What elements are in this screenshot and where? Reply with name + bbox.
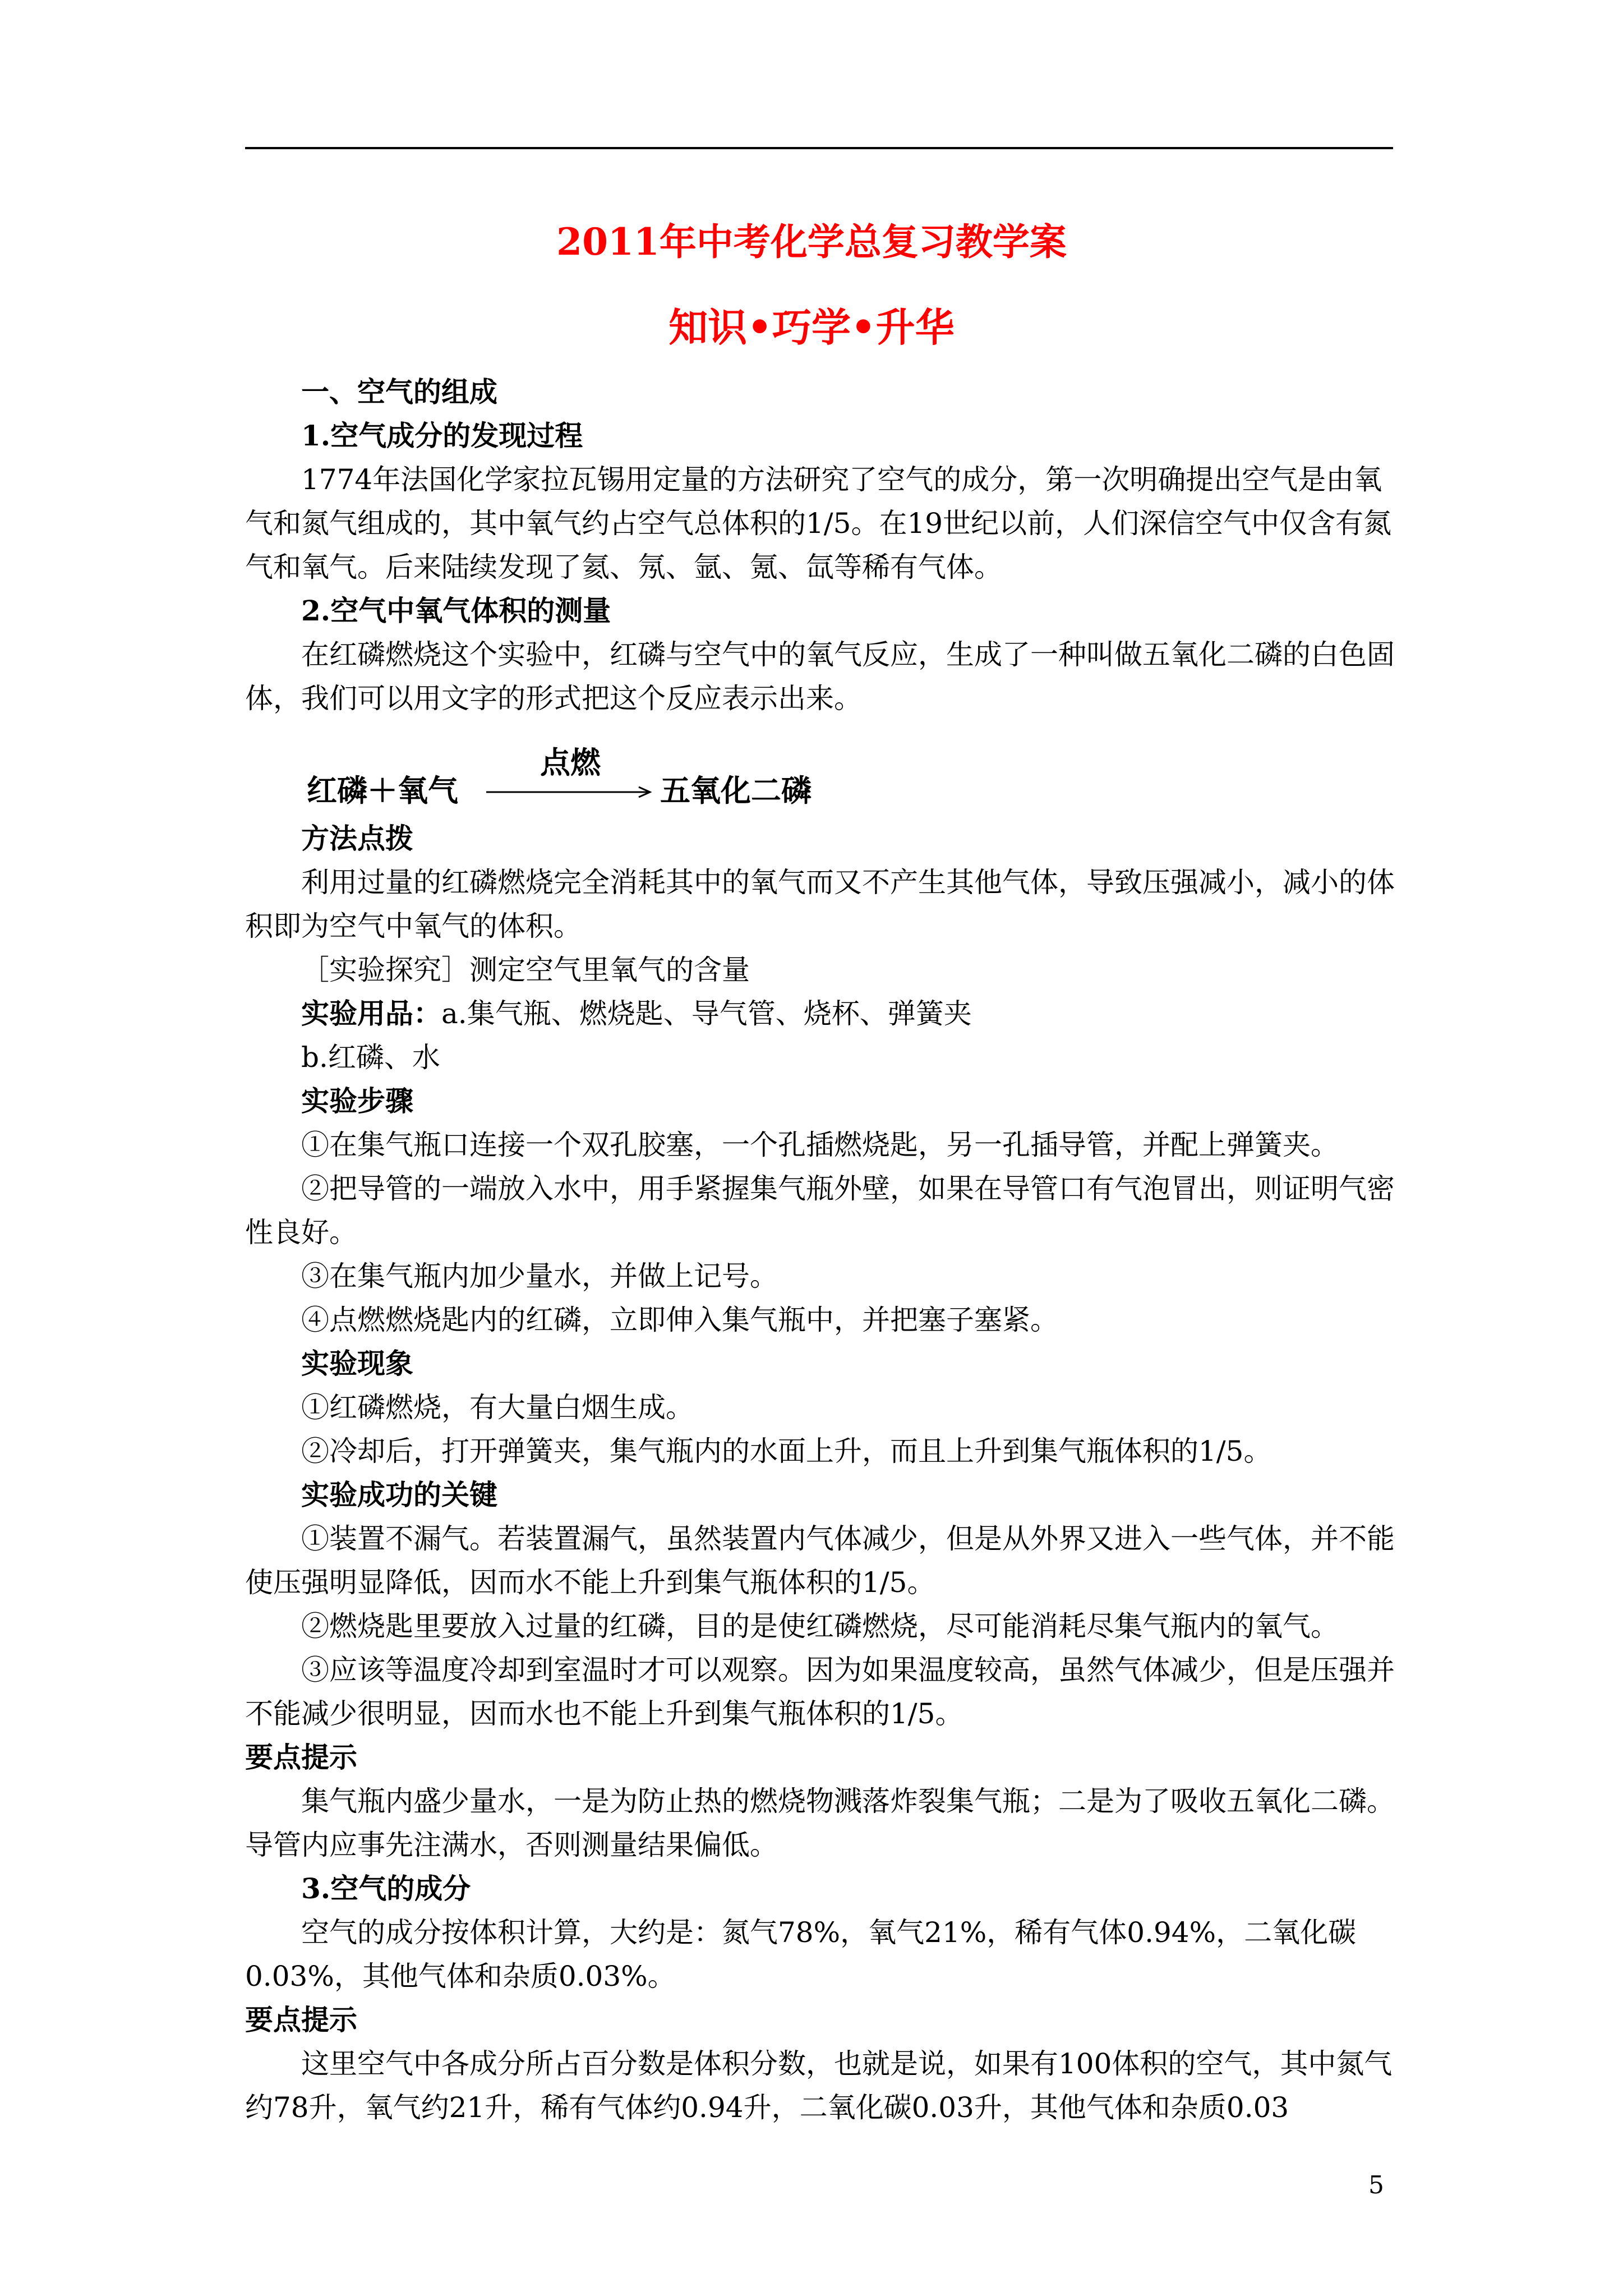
paragraph: 这里空气中各成分所占百分数是体积分数，也就是说，如果有100体积的空气，其中氮气约78升，氧气约21升，稀有气体约0.94升，二氧化碳0.03升，其他气体和杂质0.03 — [245, 2047, 1393, 2124]
paragraph: 利用过量的红磷燃烧完全消耗其中的氧气而又不产生其他气体，导致压强减小，减小的体积即为空气中氧气的体积。 — [245, 866, 1395, 942]
word-equation — [307, 740, 1395, 808]
materials-b: b.红磷、水 — [301, 1041, 440, 1074]
reaction-arrow — [486, 740, 654, 802]
materials-a: a.集气瓶、燃烧匙、导气管、烧杯、弹簧夹 — [441, 997, 972, 1030]
materials-label: 实验用品： — [301, 997, 441, 1030]
method-heading: 方法点拨 — [301, 822, 413, 855]
subsection-heading: 2.空气中氧气体积的测量 — [301, 594, 611, 627]
header-rule — [245, 147, 1393, 149]
equation-product: 五氧化二磷 — [660, 772, 811, 808]
arrow-icon — [486, 785, 654, 799]
document-subtitle: 知识•巧学•升华 — [668, 304, 955, 351]
tip-heading: 要点提示 — [245, 2003, 357, 2036]
phenomena-heading: 实验现象 — [301, 1347, 413, 1380]
document-body — [245, 370, 1395, 2129]
paragraph: 空气的成分按体积计算，大约是：氮气78%，氧气21%，稀有气体0.94%，二氧化碳0.03%，其他气体和杂质0.03%。 — [245, 1916, 1357, 1993]
experiment-title: ［实验探究］测定空气里氧气的含量 — [301, 954, 750, 986]
section-heading: 一、空气的组成 — [301, 375, 497, 408]
list-item: ②燃烧匙里要放入过量的红磷，目的是使红磷燃烧，尽可能消耗尽集气瓶内的氧气。 — [301, 1610, 1339, 1642]
list-item: ①在集气瓶口连接一个双孔胶塞，一个孔插燃烧匙，另一孔插导管，并配上弹簧夹。 — [301, 1129, 1339, 1161]
materials-line — [245, 992, 1395, 1036]
paragraph: 在红磷燃烧这个实验中，红磷与空气中的氧气反应，生成了一种叫做五氧化二磷的白色固体，我们可以用文字的形式把这个反应表示出来。 — [245, 638, 1395, 715]
subsection-heading: 1.空气成分的发现过程 — [301, 419, 583, 452]
list-item: ①红磷燃烧，有大量白烟生成。 — [301, 1391, 694, 1424]
reaction-condition: 点燃 — [540, 744, 601, 780]
steps-heading: 实验步骤 — [301, 1084, 413, 1117]
document-title: 2011年中考化学总复习教学案 — [556, 220, 1067, 264]
list-item: ①装置不漏气。若装置漏气，虽然装置内气体减少，但是从外界又进入一些气体，并不能使压强明显降低，因而水不能上升到集气瓶体积的1/5。 — [245, 1522, 1395, 1599]
list-item: ②冷却后，打开弹簧夹，集气瓶内的水面上升，而且上升到集气瓶体积的1/5。 — [301, 1435, 1272, 1467]
list-item: ③在集气瓶内加少量水，并做上记号。 — [301, 1260, 778, 1292]
tip-heading: 要点提示 — [245, 1741, 357, 1774]
subsection-heading: 3.空气的成分 — [301, 1872, 471, 1905]
page-number: 5 — [1368, 2171, 1384, 2200]
keys-heading: 实验成功的关键 — [301, 1478, 497, 1511]
equation-reactants: 红磷＋氧气 — [307, 772, 458, 808]
list-item: ④点燃燃烧匙内的红磷，立即伸入集气瓶中，并把塞子塞紧。 — [301, 1304, 1058, 1336]
paragraph: 集气瓶内盛少量水，一是为防止热的燃烧物溅落炸裂集气瓶；二是为了吸收五氧化二磷。导管内应事先注满水，否则测量结果偏低。 — [245, 1785, 1395, 1861]
paragraph: 1774年法国化学家拉瓦锡用定量的方法研究了空气的成分，第一次明确提出空气是由氧气和氮气组成的，其中氧气约占空气总体积的1/5。在19世纪以前，人们深信空气中仅含有氮气和氧气。后来陆续发现了氦、氖、氩、氪、氙等稀有气体。 — [245, 463, 1392, 583]
list-item: ②把导管的一端放入水中，用手紧握集气瓶外壁，如果在导管口有气泡冒出，则证明气密性良好。 — [245, 1172, 1395, 1249]
list-item: ③应该等温度冷却到室温时才可以观察。因为如果温度较高，虽然气体减少，但是压强并不能减少很明显，因而水也不能上升到集气瓶体积的1/5。 — [245, 1654, 1395, 1730]
